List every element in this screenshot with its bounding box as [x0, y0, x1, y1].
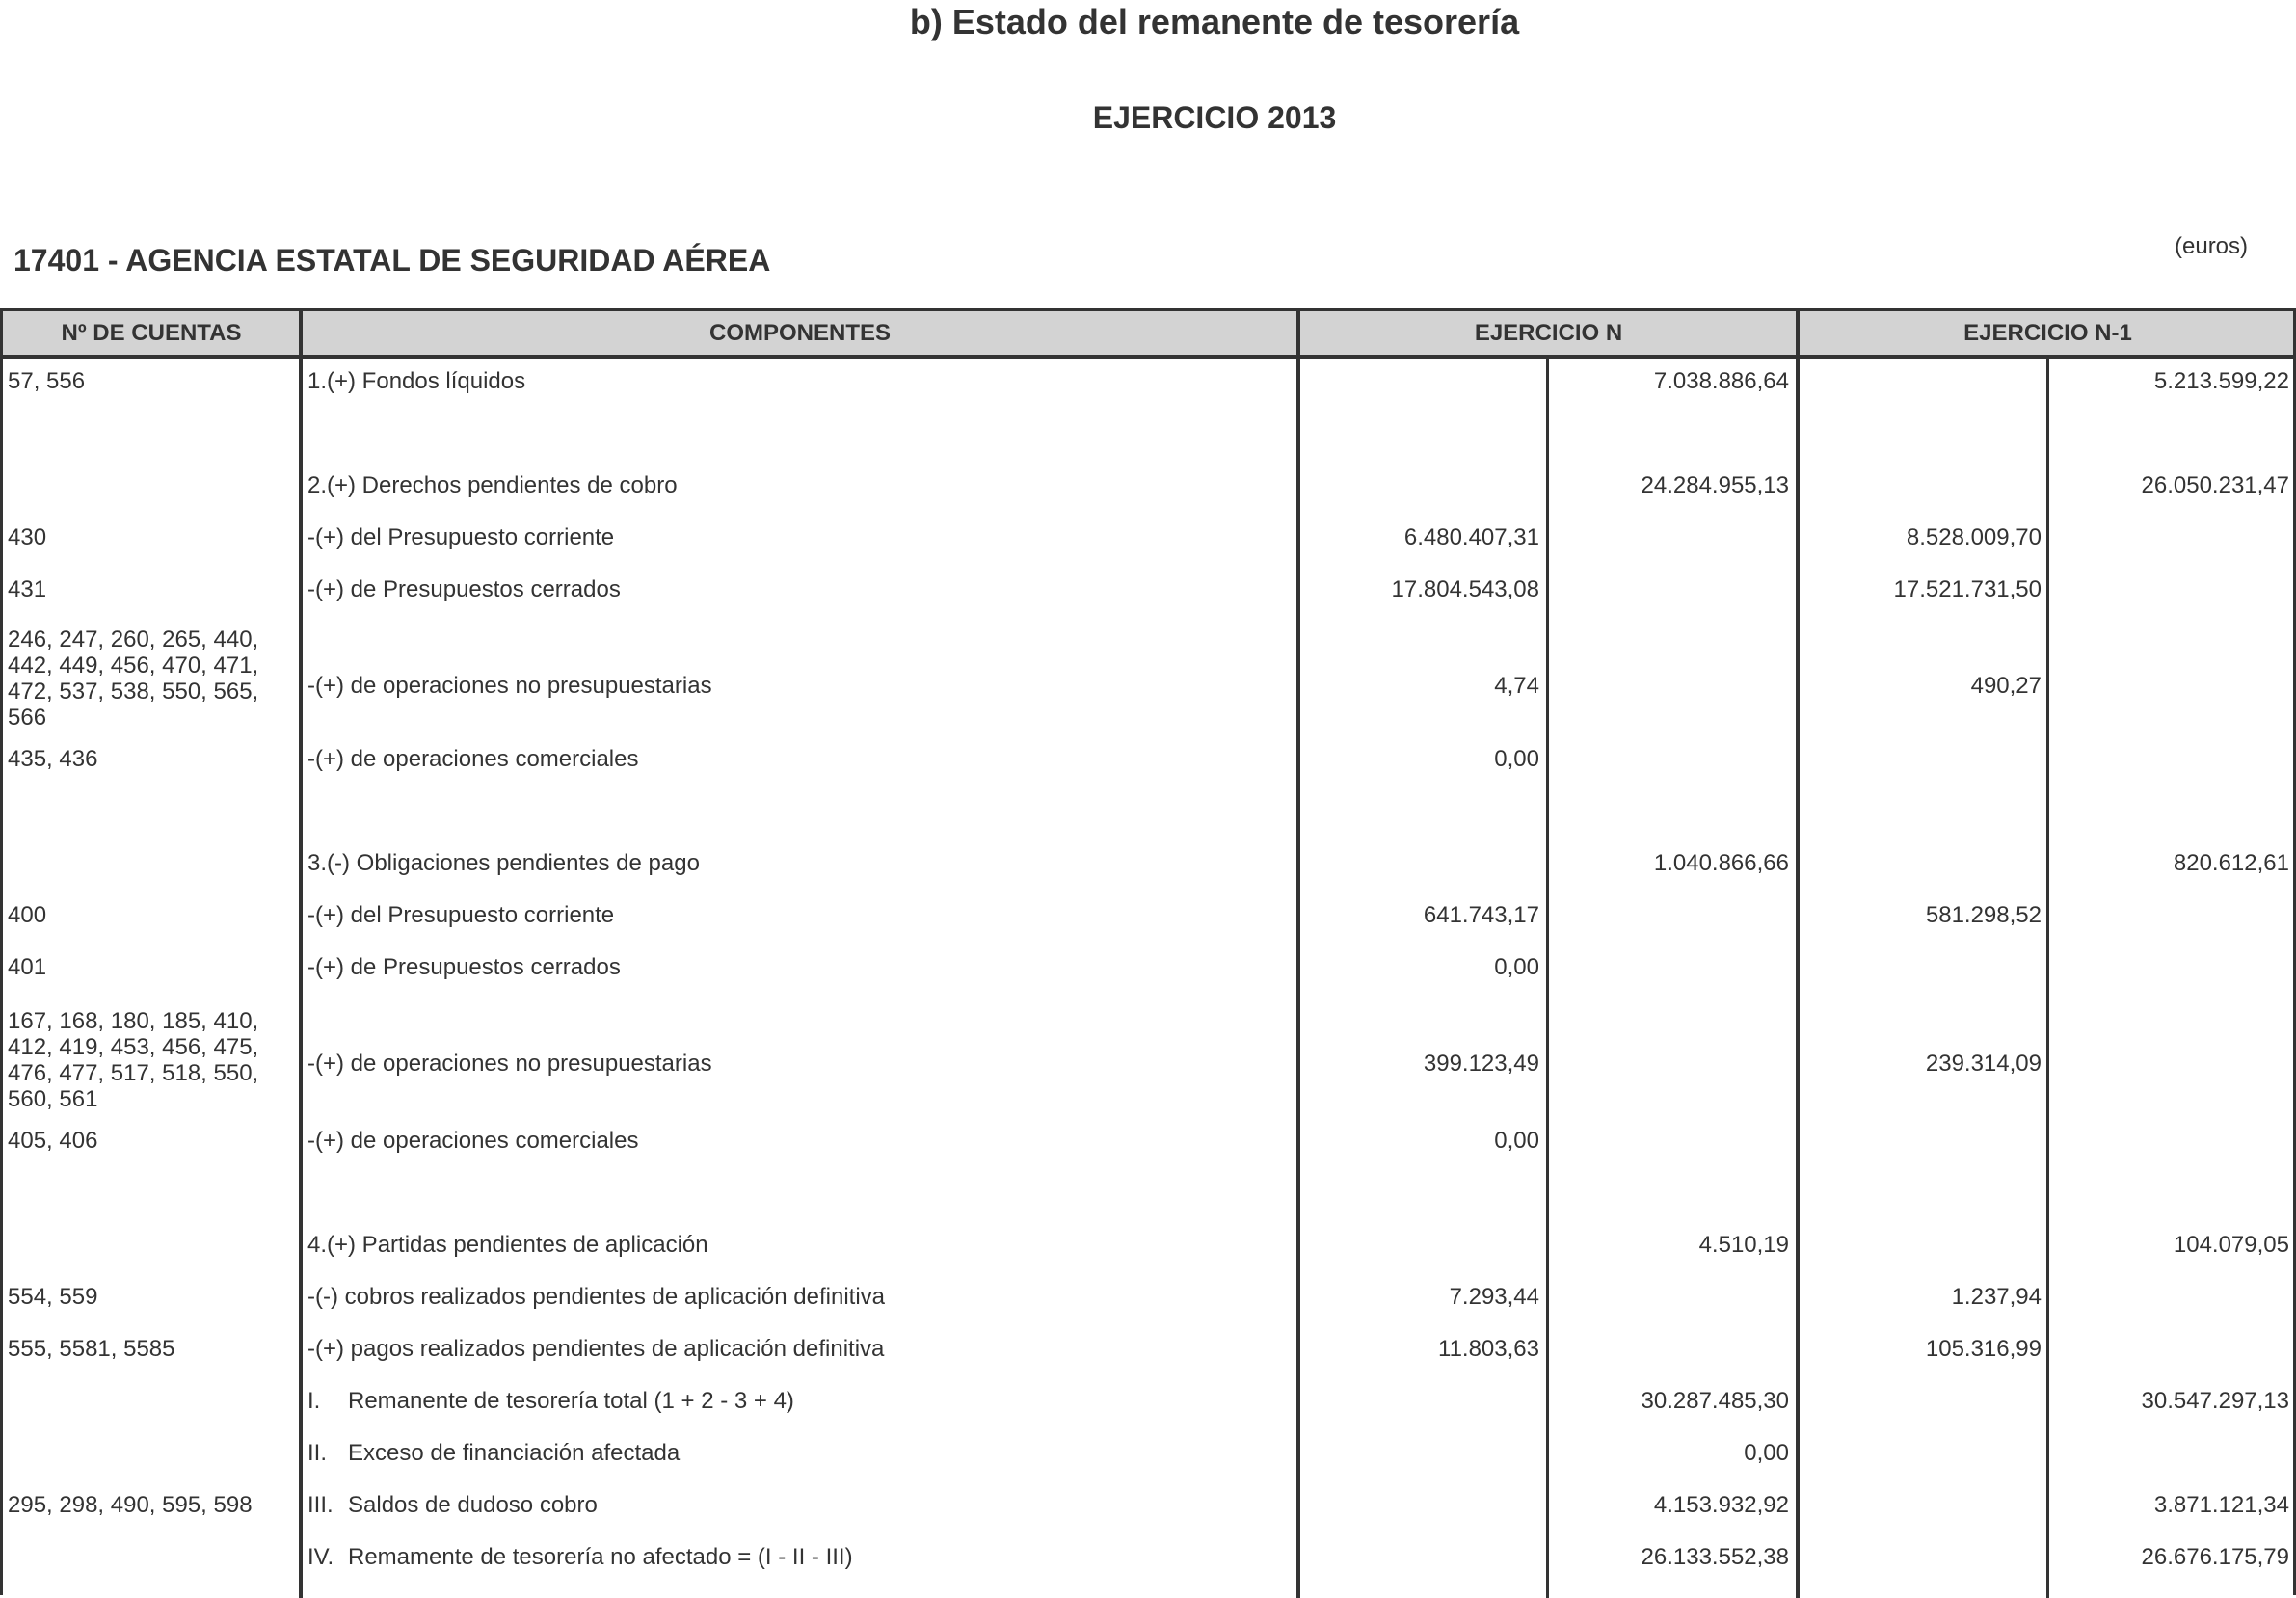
- account-numbers: 405, 406: [8, 1128, 98, 1154]
- component-label: 1.(+) Fondos líquidos: [307, 368, 526, 394]
- year-n-detail-value: 4,74: [1494, 673, 1539, 699]
- component-label: -(+) del Presupuesto corriente: [307, 524, 615, 550]
- component-label: -(+) de operaciones no presupuestarias: [307, 673, 712, 699]
- year-n1-total-value: 26.050.231,47: [2141, 472, 2289, 498]
- component-label: 3.(-) Obligaciones pendientes de pago: [307, 850, 700, 876]
- component-label: -(+) de Presupuestos cerrados: [307, 576, 621, 602]
- rule-year-n-split: [1546, 359, 1549, 1598]
- component-label: [307, 1492, 1271, 1519]
- report-title: b) Estado del remanente de tesorería: [909, 2, 1520, 41]
- account-numbers: 57, 556: [8, 368, 86, 394]
- year-n-total-value: 7.038.886,64: [1653, 368, 1789, 394]
- year-n-total-value: 4.153.932,92: [1653, 1492, 1789, 1518]
- year-n-detail-value: 6.480.407,31: [1403, 524, 1539, 550]
- account-numbers: 555, 5581, 5585: [8, 1336, 175, 1362]
- component-label: [307, 1388, 1271, 1415]
- account-numbers: 554, 559: [8, 1284, 98, 1310]
- account-numbers: 167, 168, 180, 185, 410, 412, 419, 453, 456, 475, 476, 477, 517, 518, 550, 560, 561: [8, 1008, 259, 1112]
- component-label: -(+) de operaciones comerciales: [307, 746, 639, 772]
- year-n1-total-value: 104.079,05: [2173, 1232, 2289, 1258]
- header-year-n: EJERCICIO N: [1474, 320, 1623, 346]
- component-label: -(+) de operaciones no presupuestarias: [307, 1051, 712, 1077]
- year-n1-total-value: 30.547.297,13: [2141, 1388, 2289, 1414]
- component-label: 2.(+) Derechos pendientes de cobro: [307, 472, 678, 498]
- year-n1-total-value: 820.612,61: [2173, 850, 2289, 876]
- component-label: -(+) de operaciones comerciales: [307, 1128, 639, 1154]
- rule-accounts: [299, 311, 303, 1598]
- year-n1-total-value: 5.213.599,22: [2153, 368, 2289, 394]
- account-numbers: 435, 436: [8, 746, 98, 772]
- table-header: [3, 311, 2293, 359]
- rule-year-n: [1796, 311, 1800, 1598]
- year-n-detail-value: 0,00: [1494, 1128, 1539, 1154]
- year-n1-detail-value: 581.298,52: [1925, 902, 2042, 928]
- report-subtitle: EJERCICIO 2013: [1092, 100, 1337, 135]
- year-n1-detail-value: 490,27: [1970, 673, 2042, 699]
- year-n1-total-value: 26.676.175,79: [2141, 1544, 2289, 1570]
- component-label: -(-) cobros realizados pendientes de aplicación definitiva: [307, 1284, 885, 1310]
- year-n1-detail-value: 17.521.731,50: [1893, 576, 2042, 602]
- account-numbers: 295, 298, 490, 595, 598: [8, 1492, 253, 1518]
- component-text: Remanente de tesorería total (1 + 2 - 3 + 4): [348, 1388, 794, 1414]
- account-numbers: 430: [8, 524, 47, 550]
- roman-numeral: III.: [307, 1492, 334, 1518]
- account-numbers: 401: [8, 954, 47, 980]
- component-label: [307, 1544, 1271, 1571]
- component-label: [307, 1440, 1271, 1467]
- roman-numeral: I.: [307, 1388, 321, 1414]
- year-n-total-value: 24.284.955,13: [1641, 472, 1789, 498]
- component-text: Remamente de tesorería no afectado = (I - II - III): [348, 1544, 853, 1570]
- account-numbers: 246, 247, 260, 265, 440, 442, 449, 456, 470, 471, 472, 537, 538, 550, 565, 566: [8, 626, 259, 731]
- year-n-total-value: 0,00: [1744, 1440, 1789, 1466]
- year-n-detail-value: 0,00: [1494, 746, 1539, 772]
- header-components: COMPONENTES: [708, 320, 891, 346]
- component-text: Exceso de financiación afectada: [348, 1440, 681, 1466]
- treasury-table: [0, 308, 2296, 1595]
- component-text: Saldos de dudoso cobro: [348, 1492, 598, 1518]
- year-n1-total-value: 3.871.121,34: [2153, 1492, 2289, 1518]
- year-n-total-value: 26.133.552,38: [1641, 1544, 1789, 1570]
- year-n-total-value: 1.040.866,66: [1653, 850, 1789, 876]
- component-label: -(+) de Presupuestos cerrados: [307, 954, 621, 980]
- year-n1-detail-value: 8.528.009,70: [1906, 524, 2042, 550]
- rule-components: [1296, 311, 1300, 1598]
- component-label: -(+) del Presupuesto corriente: [307, 902, 615, 928]
- year-n-total-value: 30.287.485,30: [1641, 1388, 1789, 1414]
- year-n-total-value: 4.510,19: [1698, 1232, 1789, 1258]
- year-n-detail-value: 641.743,17: [1423, 902, 1539, 928]
- account-numbers: 400: [8, 902, 47, 928]
- year-n-detail-value: 7.293,44: [1449, 1284, 1539, 1310]
- component-label: 4.(+) Partidas pendientes de aplicación: [307, 1232, 708, 1258]
- year-n-detail-value: 17.804.543,08: [1391, 576, 1539, 602]
- header-year-n1: EJERCICIO N-1: [1963, 320, 2132, 346]
- roman-numeral: IV.: [307, 1544, 334, 1570]
- currency-unit: (euros): [2175, 233, 2249, 259]
- rule-year-n1-split: [2046, 359, 2049, 1598]
- component-label: -(+) pagos realizados pendientes de aplicación definitiva: [307, 1336, 885, 1362]
- year-n1-detail-value: 105.316,99: [1925, 1336, 2042, 1362]
- year-n1-detail-value: 1.237,94: [1951, 1284, 2042, 1310]
- year-n1-detail-value: 239.314,09: [1925, 1051, 2042, 1077]
- header-accounts: Nº DE CUENTAS: [61, 320, 242, 346]
- year-n-detail-value: 11.803,63: [1438, 1336, 1539, 1362]
- roman-numeral: II.: [307, 1440, 328, 1466]
- entity-name: 17401 - AGENCIA ESTATAL DE SEGURIDAD AÉREA: [13, 243, 771, 278]
- year-n-detail-value: 0,00: [1494, 954, 1539, 980]
- account-numbers: 431: [8, 576, 47, 602]
- year-n-detail-value: 399.123,49: [1423, 1051, 1539, 1077]
